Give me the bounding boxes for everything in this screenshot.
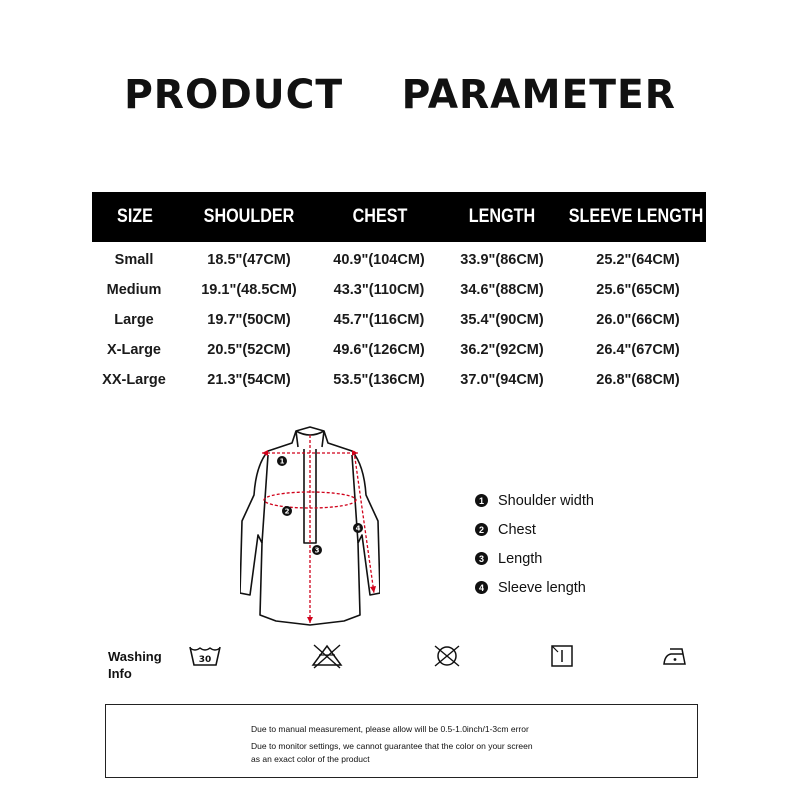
header-chest: CHEST <box>352 206 408 227</box>
table-row <box>0 335 800 365</box>
legend-item <box>475 544 594 573</box>
legend-label: Sleeve length <box>498 579 586 596</box>
cell-size: XX-Large <box>102 372 166 388</box>
cell-size: X-Large <box>107 342 161 358</box>
cell-length: 36.2"(92CM) <box>460 342 544 358</box>
disclaimer-line: as an exact color of the product <box>251 754 370 764</box>
legend-label: Length <box>498 550 543 567</box>
table-row <box>0 275 800 305</box>
header-length: LENGTH <box>468 206 536 227</box>
arrow-head <box>307 617 313 623</box>
do-not-bleach-icon <box>310 643 344 669</box>
legend-label: Shoulder width <box>498 492 594 509</box>
cell-chest: 49.6"(126CM) <box>333 342 425 358</box>
washing-label-line2: Info <box>108 666 132 681</box>
header-size: SIZE <box>117 206 153 227</box>
cell-chest: 53.5"(136CM) <box>333 372 425 388</box>
garment-diagram <box>240 425 380 635</box>
legend-number: 3 <box>475 552 488 565</box>
cell-sleeve: 26.0"(66CM) <box>596 312 680 328</box>
wash-temperature: 30 <box>198 655 212 665</box>
legend-item <box>475 515 594 544</box>
line-dry-icon <box>550 643 574 669</box>
measurement-legend <box>475 486 594 602</box>
garment-collar <box>296 431 324 447</box>
cell-length: 33.9"(86CM) <box>460 252 544 268</box>
cell-length: 37.0"(94CM) <box>460 372 544 388</box>
do-not-dry-clean-icon <box>432 643 462 669</box>
legend-item <box>475 486 594 515</box>
cell-shoulder: 20.5"(52CM) <box>207 342 291 358</box>
table-row <box>0 365 800 395</box>
wash-30-icon <box>188 643 222 669</box>
cell-chest: 45.7"(116CM) <box>333 312 425 328</box>
marker-3-label: 3 <box>314 546 320 555</box>
cell-size: Large <box>114 312 154 328</box>
cell-sleeve: 25.6"(65CM) <box>596 282 680 298</box>
marker-2-label: 2 <box>284 507 290 516</box>
page-title: PRODUCT PARAMETER <box>124 72 676 118</box>
marker-4-label: 4 <box>355 524 361 533</box>
cell-shoulder: 18.5"(47CM) <box>207 252 291 268</box>
header-sleeve-length: SLEEVE LENGTH <box>568 206 704 227</box>
legend-number: 2 <box>475 523 488 536</box>
disclaimer-line: Due to manual measurement, please allow will be 0.5-1.0inch/1-3cm error <box>251 724 529 734</box>
cell-shoulder: 19.1"(48.5CM) <box>201 282 297 298</box>
header-shoulder: SHOULDER <box>203 206 295 227</box>
cell-sleeve: 26.4"(67CM) <box>596 342 680 358</box>
cell-sleeve: 25.2"(64CM) <box>596 252 680 268</box>
cell-length: 34.6"(88CM) <box>460 282 544 298</box>
cell-shoulder: 19.7"(50CM) <box>207 312 291 328</box>
marker-1-label: 1 <box>279 457 285 466</box>
cell-shoulder: 21.3"(54CM) <box>207 372 291 388</box>
sleeve-seam <box>262 455 358 543</box>
legend-label: Chest <box>498 521 536 538</box>
washing-label-line1: Washing <box>108 649 162 664</box>
legend-number: 4 <box>475 581 488 594</box>
cell-length: 35.4"(90CM) <box>460 312 544 328</box>
cell-sleeve: 26.8"(68CM) <box>596 372 680 388</box>
cell-size: Small <box>114 252 154 268</box>
washing-info-label <box>108 648 168 682</box>
low-iron-icon <box>662 643 688 669</box>
table-row <box>0 245 800 275</box>
disclaimer-line: Due to monitor settings, we cannot guarantee that the color on your screen <box>251 741 533 751</box>
arrow-head <box>370 586 376 593</box>
table-row <box>0 305 800 335</box>
cell-chest: 43.3"(110CM) <box>333 282 425 298</box>
legend-number: 1 <box>475 494 488 507</box>
legend-item <box>475 573 594 602</box>
disclaimer-box <box>105 704 698 778</box>
cell-chest: 40.9"(104CM) <box>333 252 425 268</box>
cell-size: Medium <box>106 282 162 298</box>
